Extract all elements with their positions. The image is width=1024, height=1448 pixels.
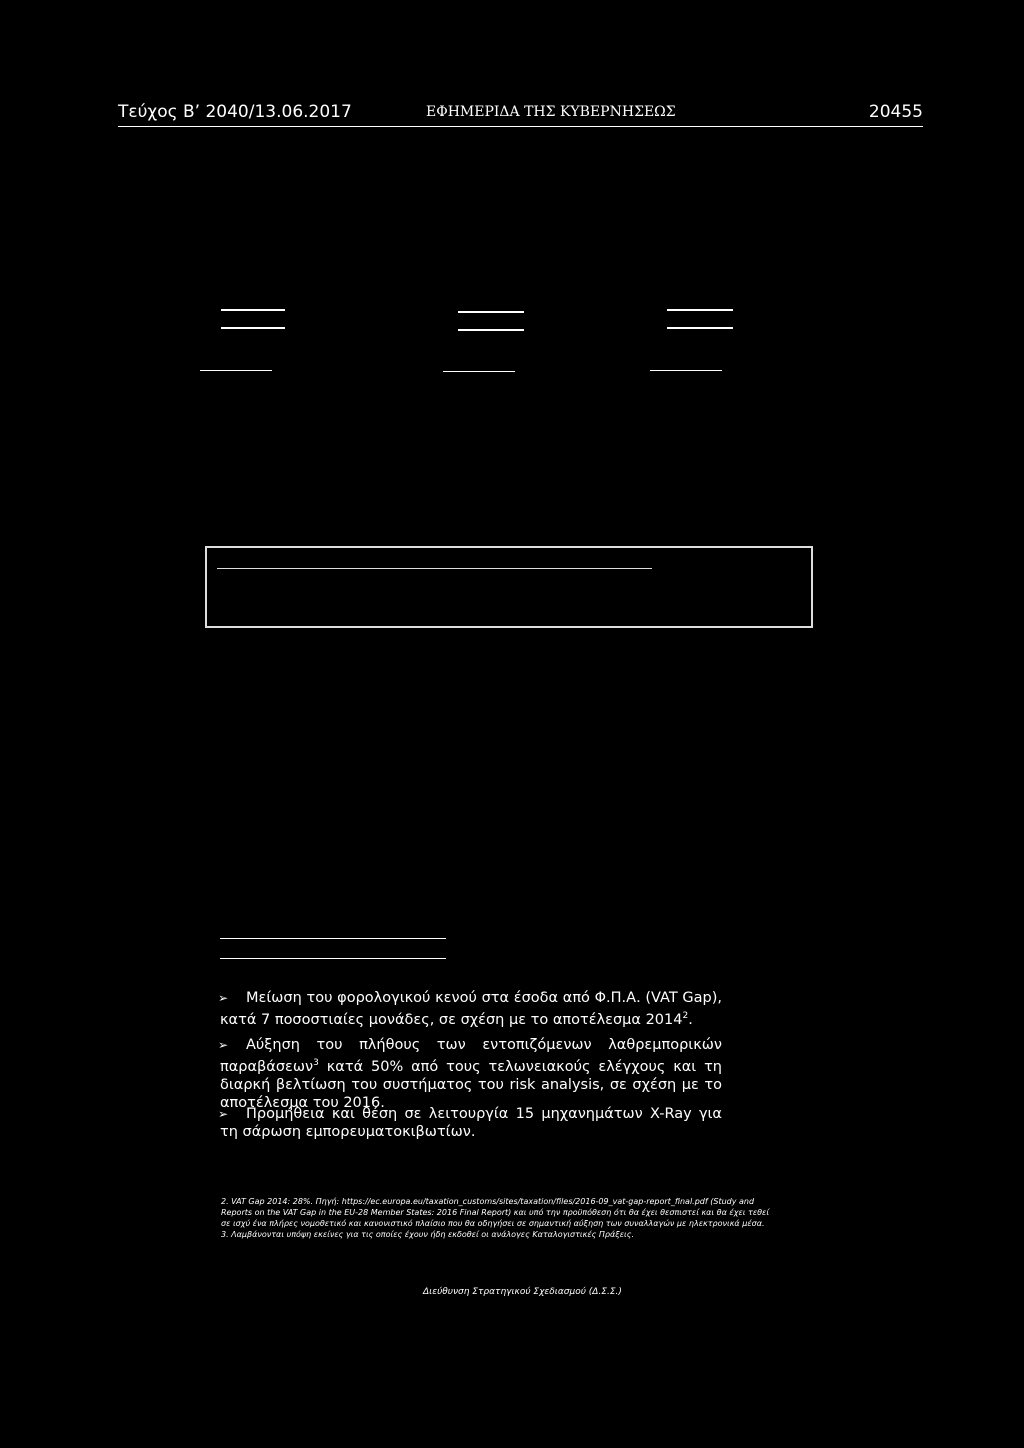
frame-rule [217,568,652,569]
bullet-item [220,1105,722,1141]
gazette-title: ΕΦΗΜΕΡΙΔΑ ΤΗΣ ΚΥΒΕΡΝΗΣΕΩΣ [426,104,676,120]
signature-line [200,370,272,371]
footnote: 2. VAT Gap 2014: 28%. Πηγή: https://ec.europa.eu/taxation_customs/sites/taxation/files/2016-09_vat-gap-report_final.pdf (Study and Reports on the VAT Gap in the EU-28 Member States: 2016 Final Report) και υπό την προϋπόθεση ότι θα έχει θεσπιστεί και θα έχει τεθεί σε ισχύ ένα πλήρες νομοθετικό και κανονιστικό πλαίσιο που θα οδηγήσει σε σημαντική αύξηση των συναλλαγών με ηλεκτρονικά μέσα. [221,1197,770,1228]
signature-line [650,370,722,371]
arrow-bullet-icon: ➢ [218,991,229,1005]
footnote-ref: 3 [313,1058,319,1068]
bullet-text-end: . [688,1011,693,1028]
section-rule [220,958,446,959]
bordered-frame [205,546,813,628]
page-header [118,100,923,127]
signature-line [458,311,524,313]
bullet-text-end: κατά 50% από τους τελωνειακούς ελέγχους και τη διαρκή βελτίωση του συστήματος του risk analysis, σε σχέση με το αποτέλεσμα του 2016. [220,1058,722,1111]
signature-line [667,309,733,311]
signoff-department: Διεύθυνση Στρατηγικού Σχεδιασμού (Δ.Σ.Σ.) [423,1287,622,1297]
arrow-bullet-icon: ➢ [218,1107,229,1121]
arrow-bullet-icon: ➢ [218,1038,229,1052]
issue-number: Τεύχος Β’ 2040/13.06.2017 [118,102,352,122]
section-rule [220,938,446,939]
bullet-text: Μείωση του φορολογικού κενού στα έσοδα από Φ.Π.Α. (VAT Gap), κατά 7 ποσοστιαίες μονάδες, σε σχέση με το αποτέλεσμα 2014 [220,990,722,1028]
footnotes [221,1196,781,1240]
bullet-text: Προμήθεια και θέση σε λειτουργία 15 μηχανημάτων X-Ray για τη σάρωση εμπορευματοκιβωτίων. [220,1106,722,1140]
signature-line [458,329,524,331]
footnote: 3. Λαμβάνονται υπόψη εκείνες για τις οποίες έχουν ήδη εκδοθεί οι ανάλογες Καταλογιστικές Πράξεις. [221,1230,634,1239]
signature-line [221,327,285,329]
signature-line [221,309,285,311]
bullet-item [220,989,722,1029]
bullet-text: Αύξηση του πλήθους των εντοπιζόμενων λαθρεμπορικών παραβάσεων [220,1037,722,1075]
footnote-ref: 2 [682,1011,689,1021]
page-number: 20455 [868,102,923,122]
bullet-item [220,1036,722,1112]
signature-line [667,327,733,329]
signature-line [443,371,515,372]
